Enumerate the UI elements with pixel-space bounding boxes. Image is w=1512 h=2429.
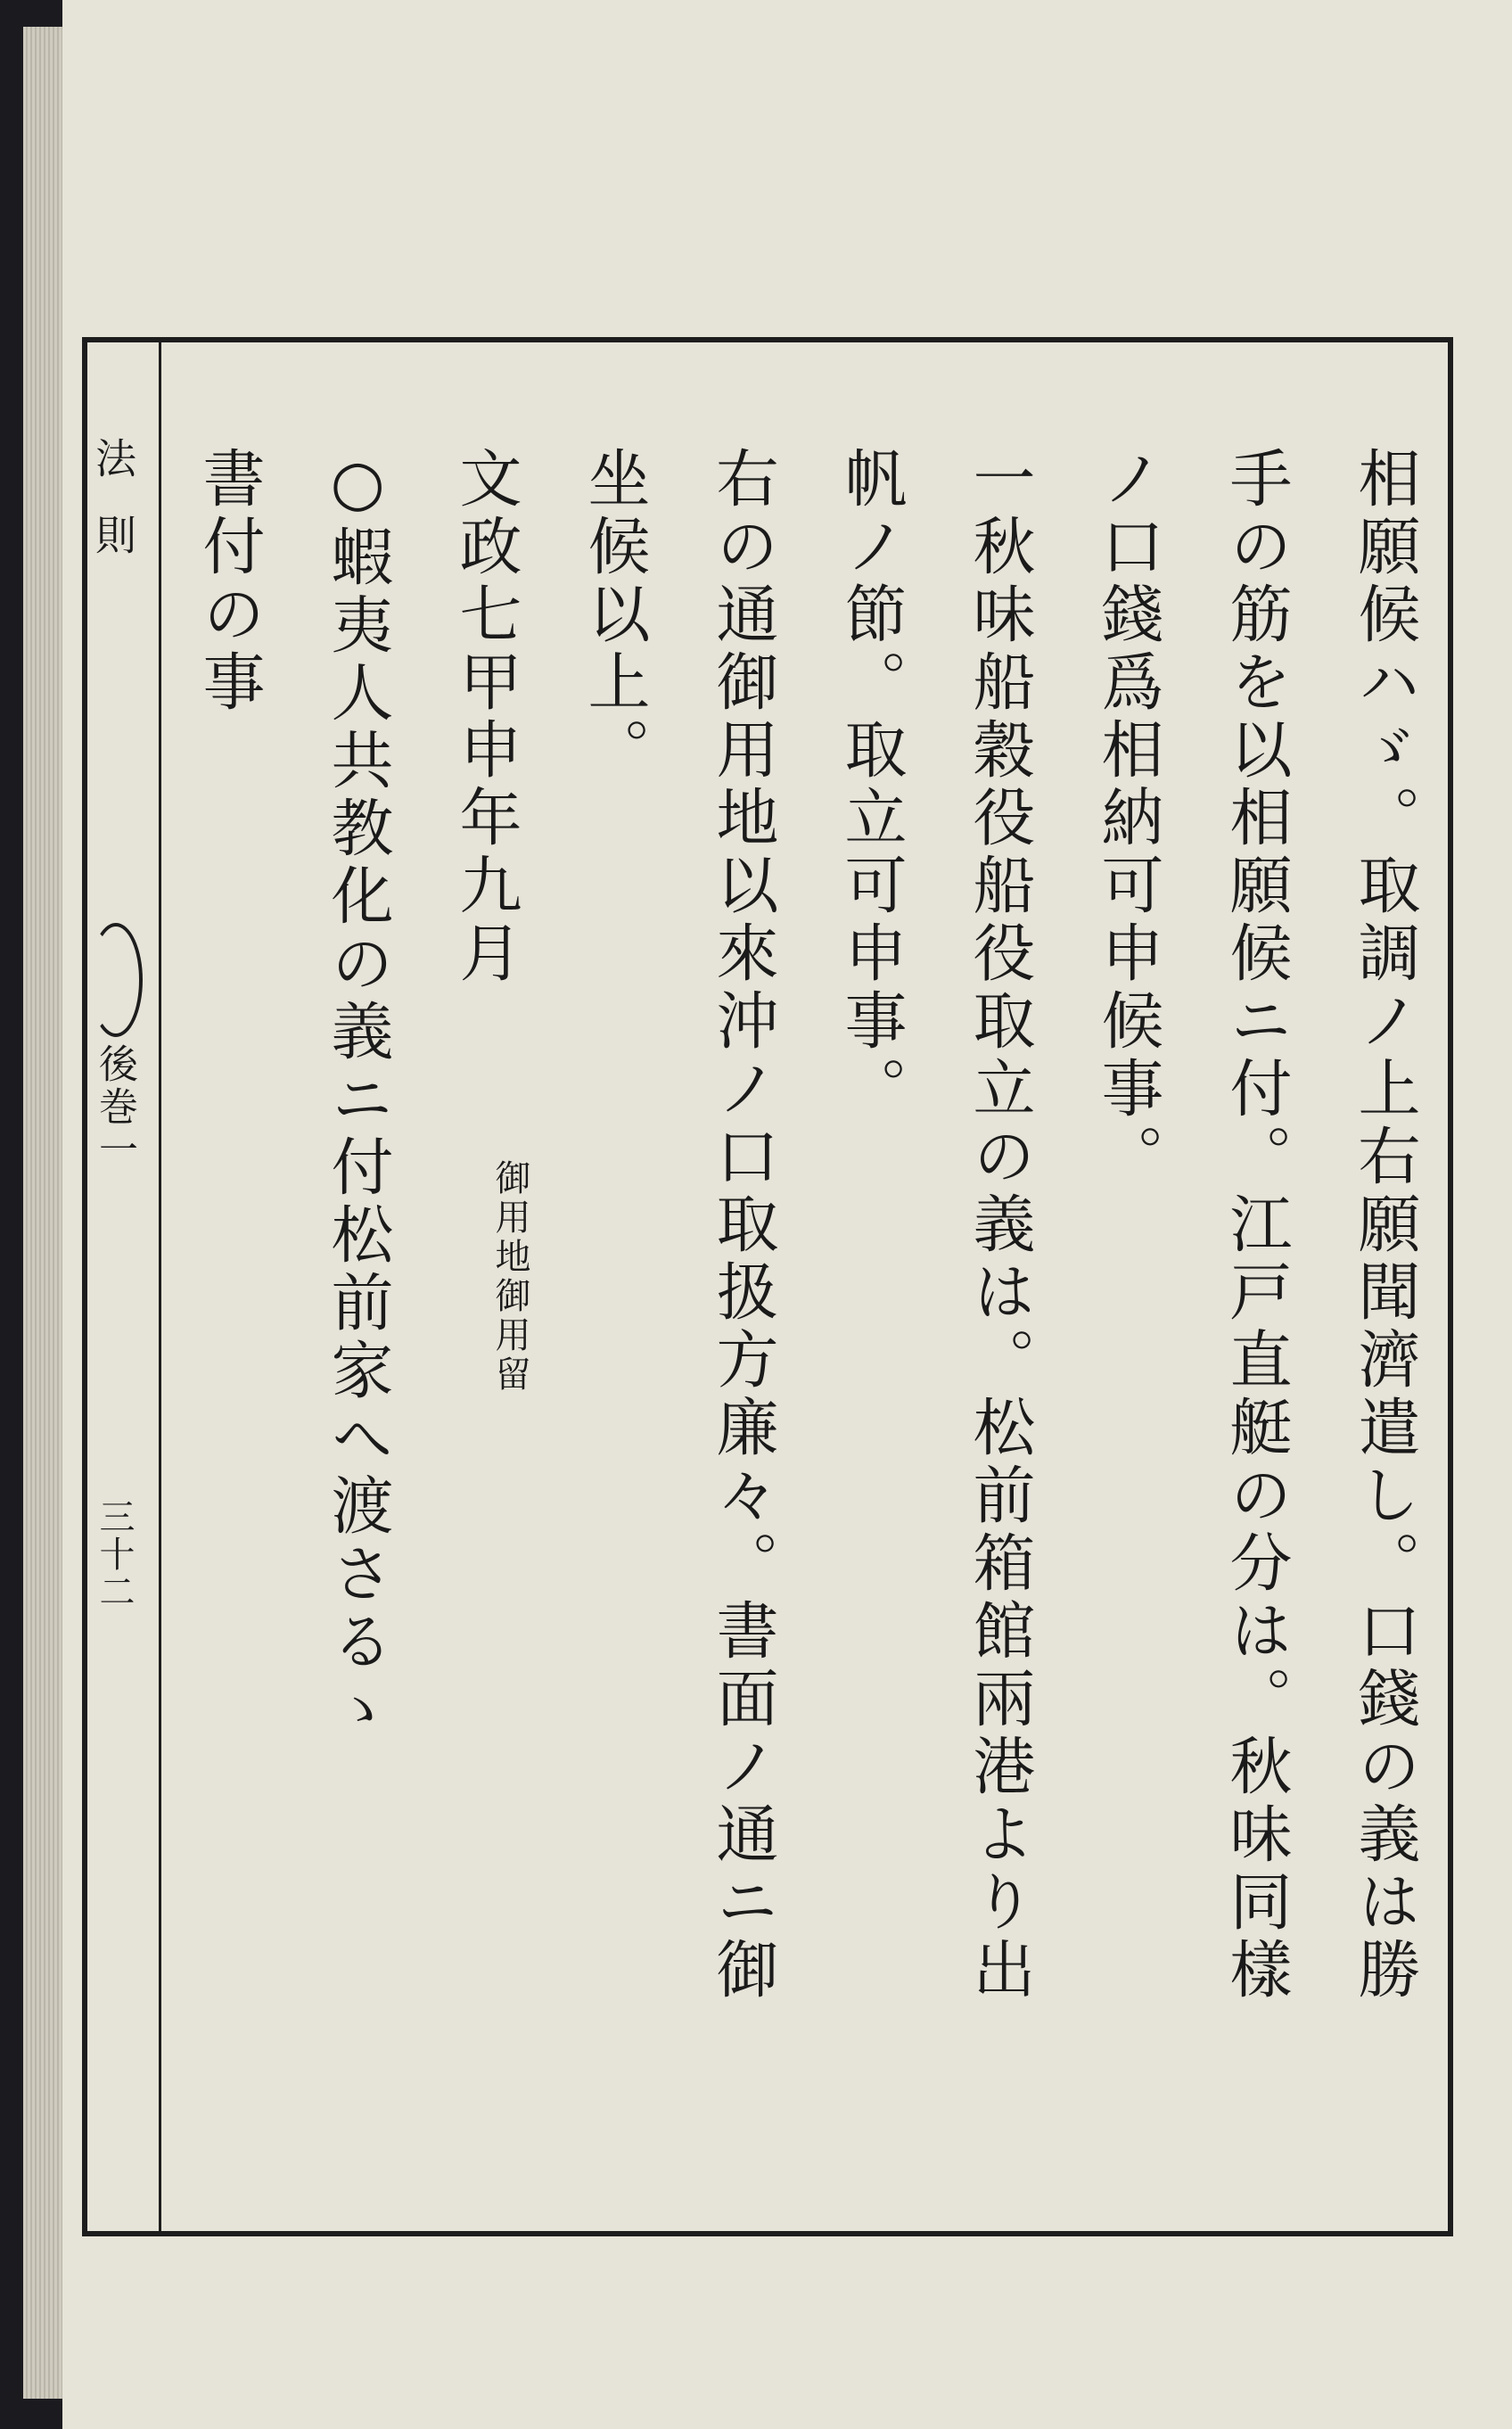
text-column-5: 帆ノ節。取立可申事。 (834, 446, 908, 1124)
source-annotation: 御用地御用留 (489, 1159, 530, 1395)
margin-rule (159, 342, 161, 2231)
text-column-10: 書付の事 (193, 446, 266, 717)
text-column-4: 一秋味船穀役船役取立の義は。松前箱館兩港より出 (963, 446, 1036, 2005)
margin-volume: 後巻一 (92, 1043, 137, 1172)
page-edge (23, 27, 68, 2399)
margin-title: 法則 (89, 437, 137, 590)
text-column-6: 右の通御用地以來沖ノ口取扱方廉々。書面ノ通ニ御 (706, 446, 779, 2005)
text-column-8: 文政七甲申年九月 (449, 446, 522, 988)
text-column-3: ノ口錢爲相納可申候事。 (1091, 446, 1164, 1191)
text-column-1: 相願候ハゞ。取調ノ上右願聞濟遣し。口錢の義は勝 (1348, 446, 1421, 2005)
text-column-7: 坐候以上。 (578, 446, 651, 785)
fish-tail-mark (89, 923, 143, 1037)
margin-folio: 三十二 (94, 1498, 135, 1610)
text-column-2: 手の筋を以相願候ニ付。江戸直艇の分は。秋味同樣 (1220, 446, 1293, 2005)
text-column-9: ○蝦夷人共教化の義ニ付松前家へ渡さるゝ (321, 446, 394, 1744)
